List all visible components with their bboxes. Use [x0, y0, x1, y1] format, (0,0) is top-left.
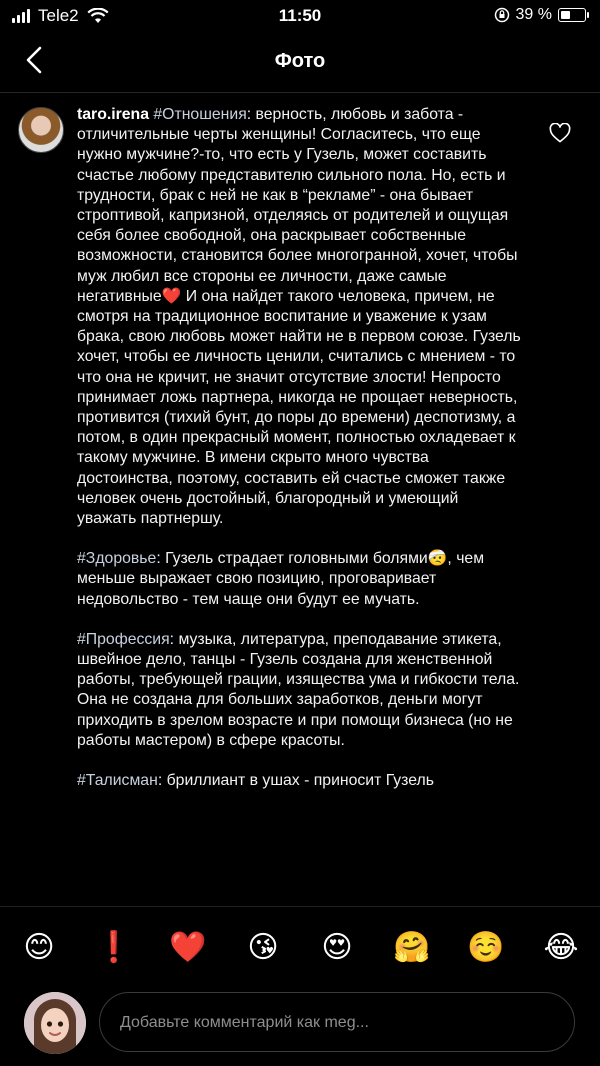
- comment-box: [99, 992, 575, 1052]
- hashtag-link[interactable]: #Здоровье: [77, 550, 157, 568]
- author-avatar[interactable]: [18, 107, 64, 153]
- caption-paragraph: #Профессия: музыка, литература, преподавание этикета, швейное дело, танцы - Гузель создана для женственной работы, требующей грации, изящества ума и гибкости тела. Она не создана для больших заработков, деньги могут приходить в зрелом возрасте и при помощи бизнеса (но не работы мастером) в сфере красоты.: [77, 630, 520, 749]
- user-avatar: [24, 992, 86, 1054]
- caption-text: [77, 105, 522, 811]
- exclamation-emoji[interactable]: ❗: [95, 930, 133, 965]
- memoji-avatar-icon: [24, 992, 86, 1054]
- face-blowing-kiss-emoji[interactable]: 😘: [247, 930, 279, 965]
- tears-of-joy-emoji[interactable]: 😂: [543, 930, 579, 965]
- navigation-header: [0, 32, 600, 92]
- red-heart-emoji[interactable]: ❤️: [169, 930, 207, 965]
- caption-paragraph: #Здоровье: Гузель страдает головными болями🤕, чем меньше выражает свою позицию, проговаривает недовольство - тем чаще они будут ее мучать.: [77, 550, 485, 608]
- battery-level: [561, 11, 570, 19]
- carrier-name: Tele2: [38, 6, 79, 25]
- battery-icon: [558, 8, 586, 22]
- hugging-face-emoji[interactable]: 🤗: [393, 930, 431, 965]
- heart-eyes-emoji[interactable]: 😍: [321, 930, 353, 965]
- clock: 11:50: [278, 6, 322, 25]
- page-title: Фото: [274, 50, 326, 72]
- comment-input[interactable]: [118, 993, 562, 1053]
- smiling-face-relaxed-emoji[interactable]: ☺️: [467, 930, 505, 965]
- hashtag-link[interactable]: #Талисман: [77, 772, 158, 790]
- post-caption-section: [0, 93, 600, 905]
- caption-paragraph: taro.irena #Отношения: верность, любовь и забота - отличительные черты женщины! Согласитесь, что еще нужно мужчине?-то, что есть у Гузель, может составить счастье любому представителю сильного пола. Но, есть и трудности, брак с ней не как в “рекламе” - она бывает строптивой, капризной, отделяясь от родителей и ощущая себя более свободной, она раскрывает собственные возможности, становится более многогранной, хочет, чтобы муж любил все стороны ее личности, даже самые негативные❤️ И она найдет такого человека, причем, не смотря на традиционное воспитание и уважение к узам брака, свою любовь может найти не в первом союзе. Гузель хочет, чтобы ее личность ценили, считались с мнением - то что она не кричит, не значит отсутствие злости! Непросто принимает ложь партнера, никогда не прощает неверность, противится (тихий бунт, до поры до времени) деспотизму, а потом, в один прекрасный момент, полностью охладевает к такому мужчине. В имени скрыто много чувства достоинства, поэтому, составить ей счастье сможет также человек очень достойный, благородный и умеющий уважать партнершу.: [77, 106, 521, 528]
- like-heart-icon[interactable]: [549, 123, 571, 143]
- battery-percentage: 39 %: [515, 6, 552, 23]
- author-username[interactable]: taro.irena: [77, 106, 149, 123]
- status-bar: [0, 0, 600, 32]
- hashtag-link[interactable]: #Отношения: [153, 106, 247, 123]
- orientation-lock-icon: [494, 7, 510, 23]
- caption-paragraph: #Талисман: бриллиант в ушах - приносит Гузель: [77, 772, 434, 790]
- hashtag-link[interactable]: #Профессия: [77, 630, 170, 648]
- smiling-face-emoji[interactable]: 😊: [23, 930, 55, 965]
- emoji-reaction-bar: [0, 906, 600, 987]
